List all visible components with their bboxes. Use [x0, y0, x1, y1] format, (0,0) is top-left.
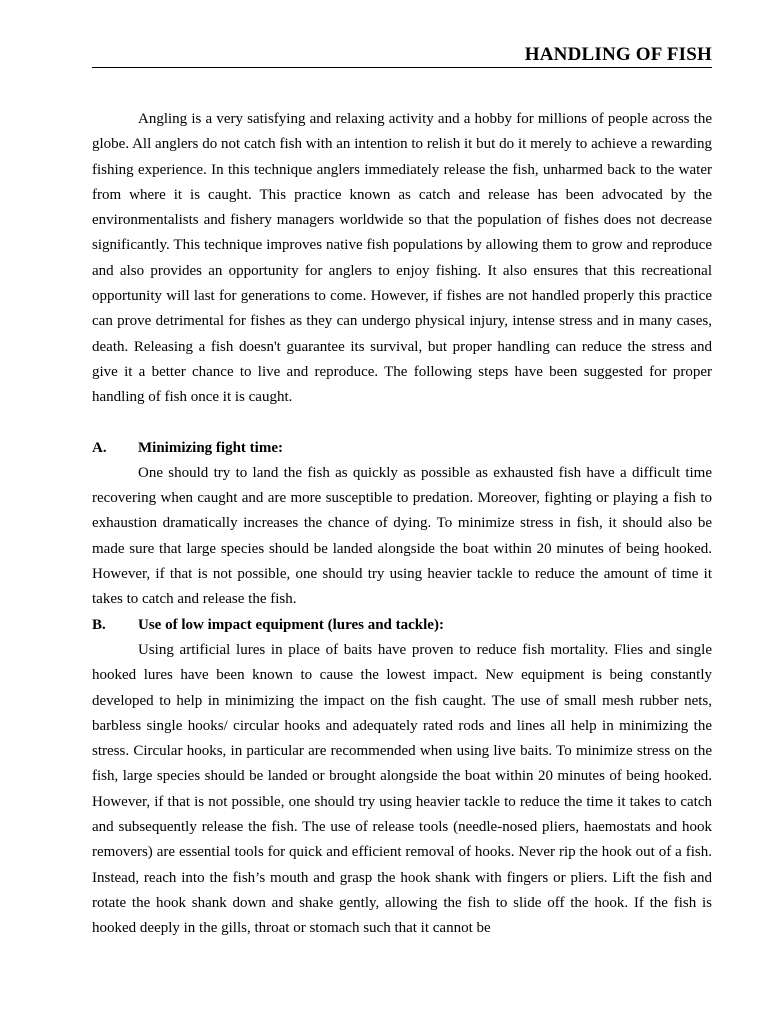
- paragraph-spacer: [92, 411, 712, 436]
- section-b-letter: B.: [92, 616, 106, 633]
- section-b-heading: [92, 613, 712, 638]
- intro-paragraph: Angling is a very satisfying and relaxing activity and a hobby for millions of people across the globe. All anglers do not catch fish with an intention to relish it but do it merely to achieve a rewarding fishing experience. In this technique anglers immediately release the fish, unharmed back to the water from where it is caught. This practice known as catch and release has been advocated by the environmentalists and fishery managers worldwide so that the population of fishes does not decrease significantly. This technique improves native fish populations by allowing them to grow and reproduce and also provides an opportunity for anglers to enjoy fishing. It also ensures that this recreational opportunity will last for generations to come. However, if fishes are not handled properly this practice can prove detrimental for fishes as they can undergo physical injury, intense stress and in many cases, death. Releasing a fish doesn't guarantee its survival, but proper handling can reduce the stress and give it a better chance to live and reproduce. The following steps have been suggested for proper handling of fish once it is caught.: [92, 111, 712, 406]
- document-body: [92, 107, 712, 942]
- section-a-letter: A.: [92, 439, 107, 456]
- section-a-body: One should try to land the fish as quickly as possible as exhausted fish have a difficult time recovering when caught and are more susceptible to predation. Moreover, fighting or playing a fish to exhaustion dramatically increases the chance of dying. To minimize stress in fish, it should also be made sure that large species should be landed alongside the boat within 20 minutes of being hooked. However, if that is not possible, one should try using heavier tackle to reduce the amount of time it takes to catch and release the fish.: [92, 464, 712, 608]
- page-header-title: HANDLING OF FISH: [524, 44, 712, 65]
- section-b-body: Using artificial lures in place of baits have proven to reduce fish mortality. Flies and single hooked lures have been known to cause the lowest impact. New equipment is being constantly developed to help in minimizing the impact on the fish caught. The use of small mesh rubber nets, barbless single hooks/ circular hooks and adequately rated rods and lines all help in minimizing the stress. Circular hooks, in particular are recommended when using live baits. To minimize stress on the fish, large species should be landed or brought alongside the boat within 20 minutes of being hooked. However, if that is not possible, one should try using heavier tackle to reduce the time it takes to catch and subsequently release the fish. The use of release tools (needle-nosed pliers, haemostats and hook removers) are essential tools for quick and efficient removal of hooks. Never rip the hook out of a fish. Instead, reach into the fish’s mouth and grasp the hook shank with fingers or pliers. Lift the fish and rotate the hook shank down and shake gently, allowing the fish to slide off the hook. If the fish is hooked deeply in the gills, throat or stomach such that it cannot be: [92, 641, 712, 937]
- section-a-title: Minimizing fight time:: [138, 439, 283, 456]
- section-a-heading: [92, 436, 712, 461]
- section-b-title: Use of low impact equipment (lures and tackle):: [138, 616, 444, 633]
- header-rule: [92, 67, 712, 68]
